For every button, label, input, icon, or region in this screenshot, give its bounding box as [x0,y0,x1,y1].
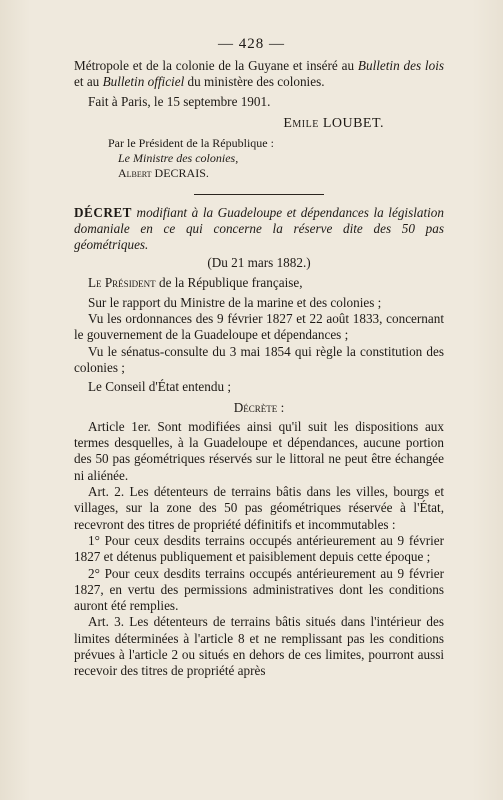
countersignature-block [74,136,444,181]
intro-text-3: du ministère des colonies. [184,74,325,90]
minister-name-line [108,166,444,181]
minister-first-name: Albert [118,166,152,181]
bulletin-officiel-title: Bulletin officiel [102,74,185,90]
president-rest: de la République française, [155,275,303,291]
done-at-line: Fait à Paris, le 15 septembre 1901. [88,93,271,109]
president-word: Le Président [88,275,156,291]
president-line [74,275,444,291]
decree-title-rest: modifiant à la Guadeloupe et dépendances la législation domaniale en ce qui concerne la réserve dite des 50 pas géométriques. [74,205,444,253]
by-president-line: Par le Président de la République : [108,136,274,151]
bulletin-lois-title: Bulletin des lois [357,58,444,73]
page-content [74,58,444,680]
article-2: Art. 2. Les détenteurs de terrains bâtis dans les villes, bourgs et villages, sur la zone des 50 pas géométriques réservée à l'État, recevront des titres de propriété définitifs et incommutables : [74,484,444,532]
decree-title-word: DÉCRET [74,205,132,221]
signature-last-name: LOUBET. [322,115,384,131]
decree-title [74,205,444,253]
president-signature [74,116,444,132]
senatus-paragraph: Vu le sénatus-consulte du 3 mai 1854 qui règle la constitution des colonies ; [74,343,444,375]
conseil-paragraph: Le Conseil d'État entendu ; [88,379,232,395]
article-3: Art. 3. Les détenteurs de terrains bâtis situés dans l'intérieur des limites déterminées à l'article 8 et ne remplissant pas les conditions prévues à l'article 2 ou situés en dehors de ces limites, pourront aussi recevoir des titres de propriété après [74,614,444,679]
ordonnances-paragraph: Vu les ordonnances des 9 février 1827 et 22 août 1833, concernant le gouvernement de la Guadeloupe et dépendances ; [74,311,444,343]
rapport-paragraph: Sur le rapport du Ministre de la marine et des colonies ; [88,294,382,310]
signature-first-name: Emile [283,115,319,131]
article-1-text: Sont modifiées ainsi qu'il suit les dispositions aux termes desquelles, à la Guadeloupe et dépendances, aucune portion des 50 pas géométriques réservés sur le littoral ne peut être échangée ni aliénée. [74,418,444,483]
intro-text-1: Métropole et de la colonie de la Guyane et inséré au [74,58,358,73]
article-1 [74,419,444,484]
intro-text-2: et au [74,74,103,90]
article-1-label: Article 1er. [88,418,151,434]
decree-date: (Du 21 mars 1882.) [207,255,311,271]
intro-paragraph [74,58,444,91]
section-divider [194,194,324,195]
minister-title-line [108,151,444,166]
article-2-item-2: 2° Pour ceux desdits terrains occupés antérieurement au 9 février 1827, en vertu des permissions administratives dont les conditions auront été remplies. [74,565,444,614]
decrete-heading: Décrète : [233,399,285,415]
article-2-item-1: 1° Pour ceux desdits terrains occupés antérieurement au 9 février 1827 et détenus publiquement et paisiblement depuis cette époque ; [74,532,444,565]
page-number: — 428 — [218,36,285,52]
minister-last-name: DECRAIS. [154,166,209,181]
minister-title: Le Ministre des colonies, [118,151,239,166]
